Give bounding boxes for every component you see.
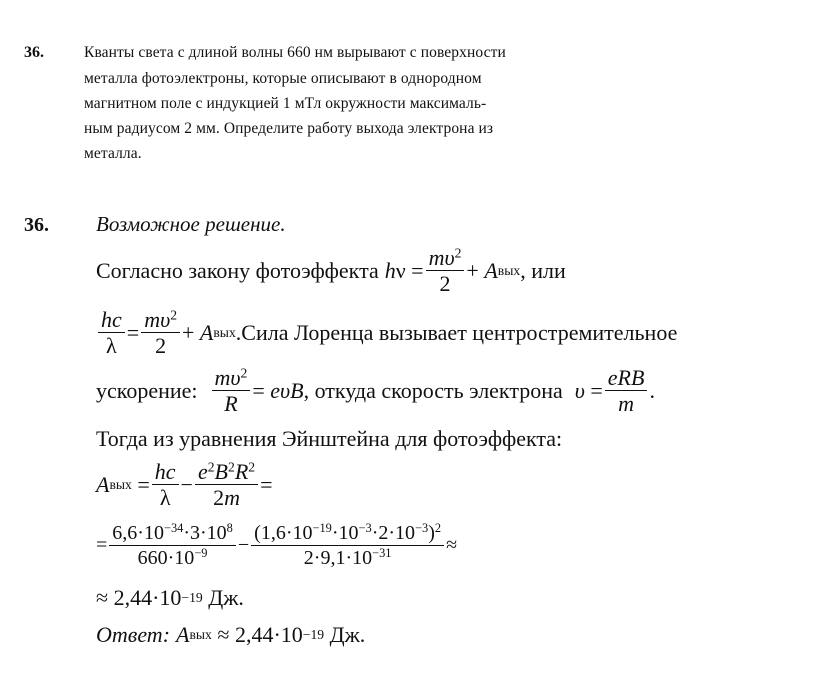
solution-line-2 [96,308,677,357]
problem-line-4: ным радиусом 2 мм. Определите работу выхода электрона из [84,120,494,137]
solution-line-4: Тогда из уравнения Эйнштейна для фотоэффекта: [96,426,563,451]
line3-mid: , откуда скорость электрона [303,377,563,403]
solution-line-3 [96,366,655,415]
result-unit: Дж. [208,585,244,610]
line3-text: ускорение: [96,377,198,403]
problem-line-2: металла фотоэлектроны, которые описывают в однородном [84,70,482,87]
solution-number: 36. [24,214,49,236]
formula-hc-lambda: $\frac{hc}{\lambda}$ = $\frac{m\upsilon^2}{2}$ + A вых . [96,308,241,357]
formula-velocity: υ = $\frac{\text{eRB}}{m}$ . [574,365,655,417]
problem-line-5: металла. [84,145,142,162]
answer-line: Ответ: A вых ≈ 2,44·10 −19 Дж. [96,622,366,647]
formula-numeric: = $\frac{6,6\cdot 10^{-34}\cdot 3\cdot 10^8}{660\cdot 10^{-9}}$ − $\frac{(1,6\cdot 10^{-19}\cdot 10^{-3}\cdot 2\cdot 10^{-3})^2}{2\cdot 9,1\cdot 10^{-31}}$ ≈ [96,521,458,569]
problem-line-3: магнитном поле с индукцией 1 мТл окружности максималь- [84,95,487,112]
formula-lorentz: $\frac{m\upsilon^2}{R}$ = eυB [210,366,304,415]
line1-text: Согласно закону фотоэффекта [96,257,379,283]
formula-result: ≈ 2,44·10 −19 Дж. [96,585,244,610]
answer-unit: Дж. [329,622,366,647]
formula-photoeffect: h ν = $\frac{m\upsilon^2}{2}$ + A вых [384,245,521,297]
line2-text: Сила Лоренца вызывает центростремительное [241,319,678,345]
solution-line-1 [96,246,566,295]
answer-label: Ответ: [96,622,171,647]
problem-line-1: Кванты света с длиной волны 660 нм вырывают с поверхности [84,44,506,61]
solution-heading: Возможное решение. [96,212,286,236]
problem-number: 36. [24,44,44,61]
formula-work-function: A вых = $\frac{hc}{\lambda}$ − $\frac{e^2B^2R^2}{2m}$ = [96,459,273,511]
line1-or: , или [520,257,566,283]
